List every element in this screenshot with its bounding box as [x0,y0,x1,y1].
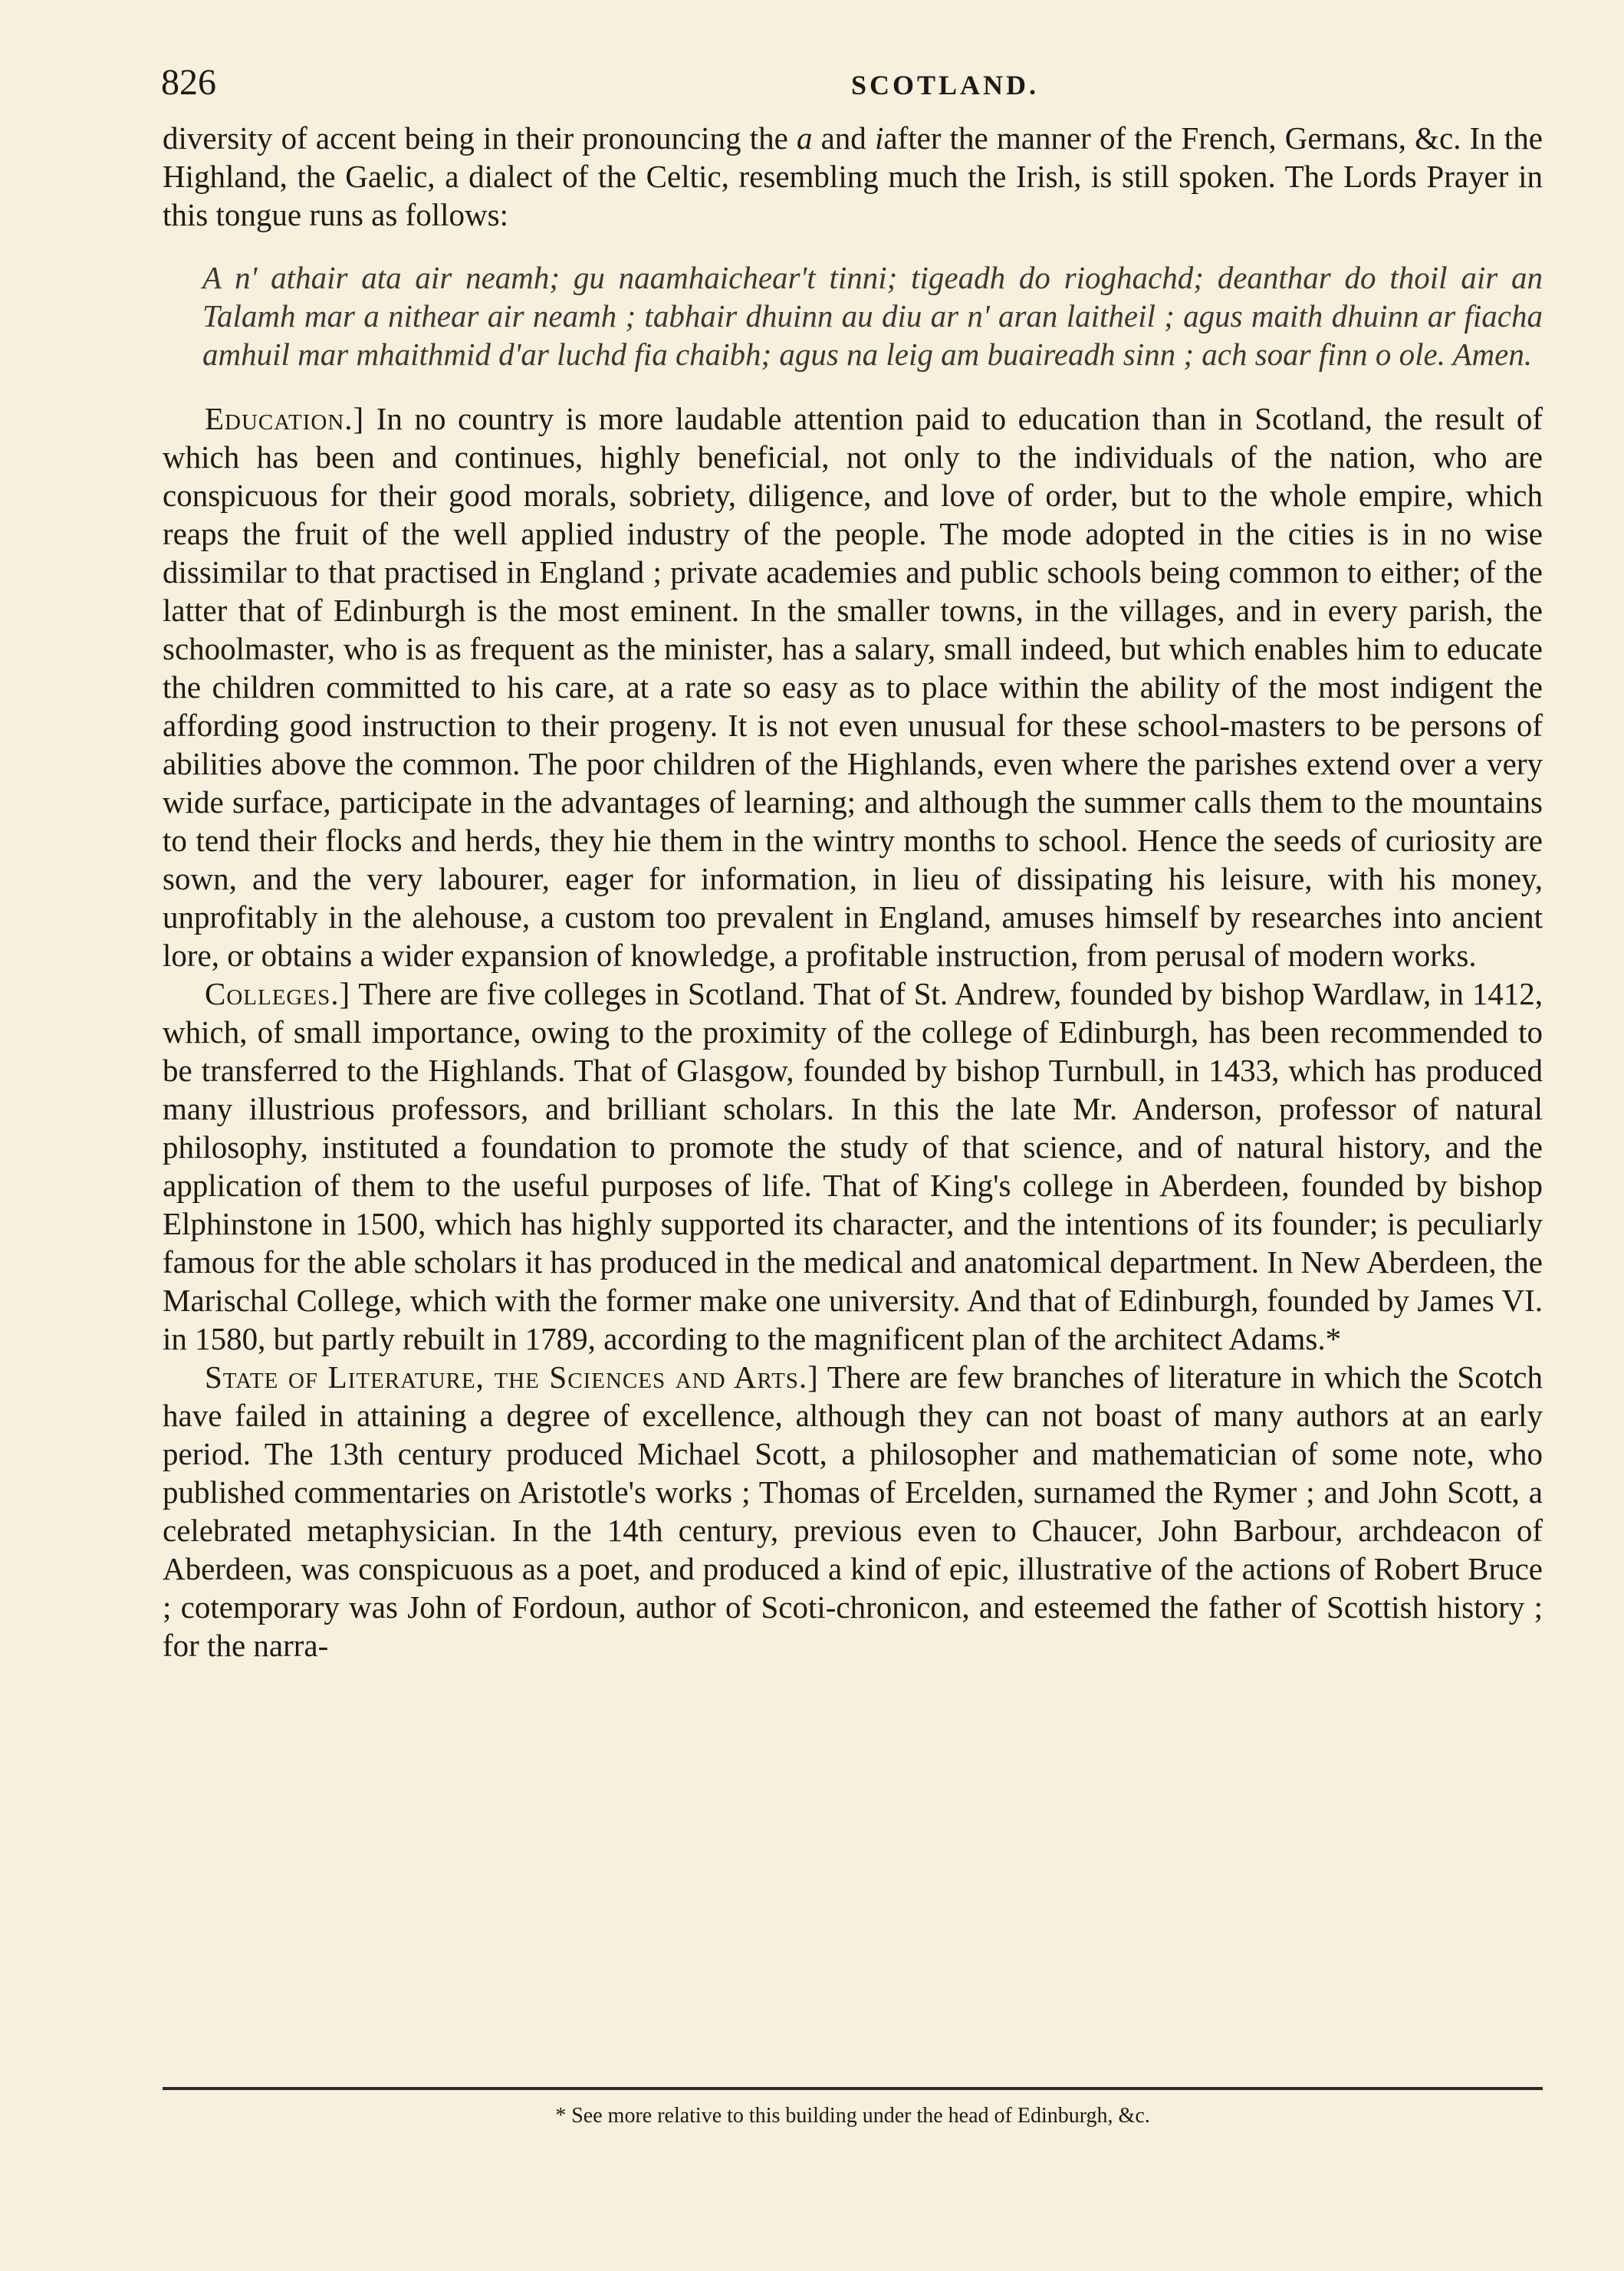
section-heading-literature: State of Literature, the Sciences and Arts.] [205,1359,819,1395]
page-header [161,60,1541,106]
section-education [163,399,1543,974]
intro-letter-a: a [796,120,813,156]
section-text-literature: There are few branches of literature in which the Scotch have failed in attaining a degree of excellence, although they can not boast of many authors at an early period. The 13th century produced Michael Scott, a philosopher and mathematician of some note, who published commentaries on Aristotle's works ; Thomas of Ercelden, surnamed the Rymer ; and John Scott, a celebrated metaphysician. In the 14th century, previous even to Chaucer, John Barbour, archdeacon of Aberdeen, was conspicuous as a poet, and produced a kind of epic, illustrative of the actions of Robert Bruce ; cotemporary was John of Fordoun, author of Scoti-chronicon, and esteemed the father of Scottish history ; for the narra- [163,1359,1543,1663]
intro-text-2: after the manner of the French, Germans, &c. In the Highland, the Gaelic, a dialect of the Celtic, resembling much the Irish, is still spoken. The Lords Prayer in this tongue runs as follows: [163,120,1543,232]
intro-text-and: and [820,120,866,156]
page-number: 826 [161,62,216,103]
footnote-rule [163,2087,1543,2090]
section-text-education: In no country is more laudable attention paid to education than in Scotland, the result of which has been and continues, highly beneficial, not only to the individuals of the nation, who are conspicuous for their good morals, sobriety, diligence, and love of order, but to the whole empire, which reaps the fruit of the well applied industry of the people. The mode adopted in the cities is in no wise dissimilar to that practised in England ; private academies and public schools being common to either; of the latter that of Edinburgh is the most eminent. In the smaller towns, in the villages, and in every parish, the schoolmaster, who is as frequent as the minister, has a salary, small indeed, but which enables him to educate the children committed to his care, at a rate so easy as to place within the ability of the most indigent the affording good instruction to their progeny. It is not even unusual for these school-masters to be persons of abilities above the common. The poor children of the Highlands, even where the parishes extend over a very wide surface, participate in the advantages of learning; and although the summer calls them to the mountains to tend their flocks and herds, they hie them in the wintry months to school. Hence the seeds of curiosity are sown, and the very labourer, eager for information, in lieu of dissipating his leisure, with his money, unprofitably in the alehouse, a custom too prevalent in England, amuses himself by researches into ancient lore, or obtains a wider expansion of knowledge, a profitable instruction, from perusal of modern works. [163,401,1543,973]
section-text-colleges: There are five colleges in Scotland. That of St. Andrew, founded by bishop Wardlaw, in 1412, which, of small importance, owing to the proximity of the college of Edinburgh, has been recommended to be transferred to the Highlands. That of Glasgow, founded by bishop Turnbull, in 1433, which has produced many illustrious professors, and brilliant scholars. In this the late Mr. Anderson, professor of natural philosophy, instituted a foundation to promote the study of that science, and of natural history, and the application of them to the useful purposes of life. That of King's college in Aberdeen, founded by bishop Elphinstone in 1500, which has highly supported its character, and the intentions of its founder; is peculiarly famous for the able scholars it has produced in the medical and anatomical department. In New Aberdeen, the Marischal College, which with the former make one university. And that of Edinburgh, founded by James VI. in 1580, but partly rebuilt in 1789, according to the magnificent plan of the architect Adams.* [163,976,1543,1356]
section-colleges [163,974,1543,1358]
intro-paragraph [163,119,1543,234]
section-heading-education: Education.] [205,401,365,436]
intro-text-1: diversity of accent being in their pronouncing the [163,120,788,156]
running-title: SCOTLAND. [851,70,1040,100]
footnote: * See more relative to this building under the head of Edinburgh, &c. [555,2104,1150,2128]
section-literature [163,1358,1543,1665]
page-body [163,119,1543,1665]
section-heading-colleges: Colleges.] [205,976,351,1011]
intro-letter-i: i [874,120,884,156]
lords-prayer-gaelic: A n' athair ata air neamh; gu naamhaichear't tinni; tigeadh do rioghachd; deanthar do thoil air an Talamh mar a nithear air neamh ; tabhair dhuinn au diu ar n' aran laitheil ; agus maith dhuinn ar fiacha amhuil mar mhaithmid d'ar luchd fia chaibh; agus na leig am buaireadh sinn ; ach soar finn o ole. Amen. [202,260,1543,372]
